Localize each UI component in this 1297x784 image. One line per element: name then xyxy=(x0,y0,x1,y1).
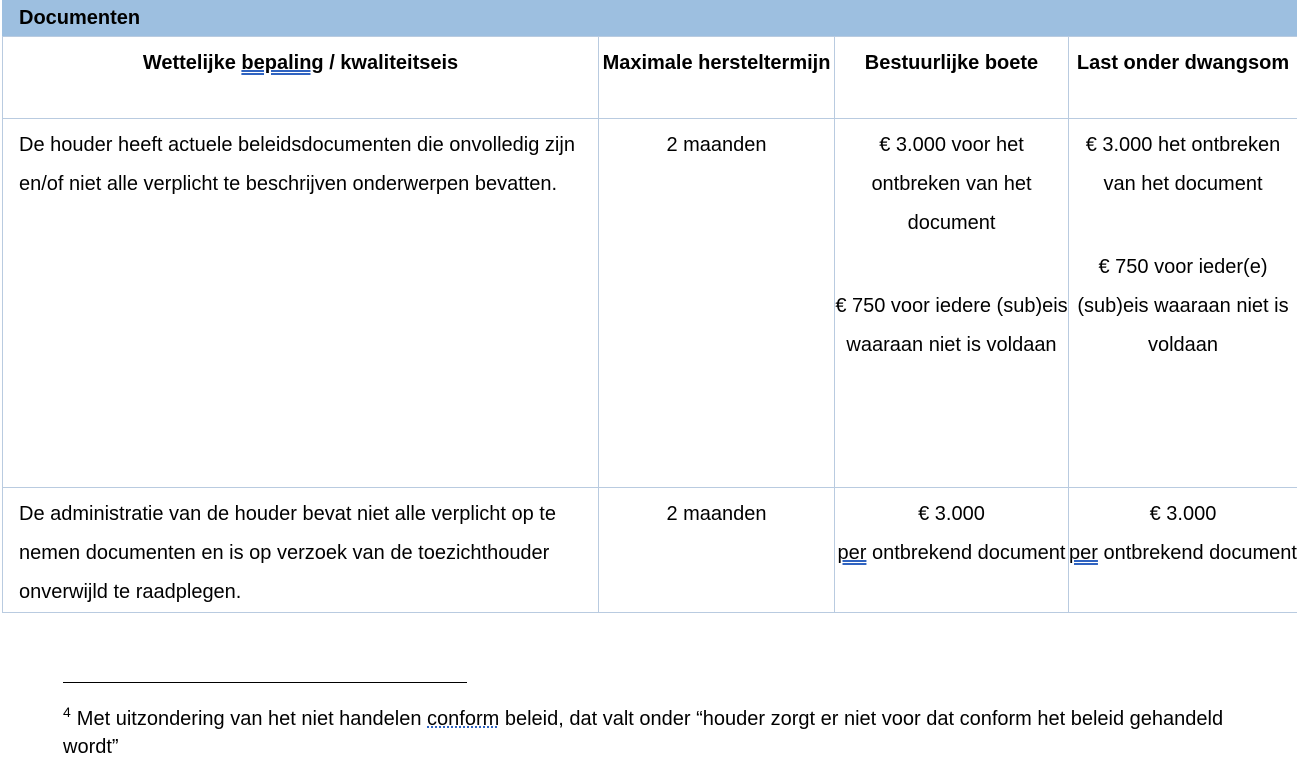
row-termijn: 2 maanden xyxy=(599,488,835,613)
dwangsom-document: € 3.000 het ontbreken van het document xyxy=(1085,134,1281,195)
footnote-marked-word: conform xyxy=(427,708,500,730)
section-header xyxy=(2,0,1297,37)
dwangsom-amount: € 3.000 xyxy=(1149,503,1217,525)
boete-subeis: € 750 voor iedere (sub)eis waaraan niet is voldaan xyxy=(835,295,1068,356)
table-row xyxy=(3,119,1297,488)
column-header-hersteltermijn: Maximale hersteltermijn xyxy=(599,37,835,119)
row-boete xyxy=(835,488,1069,613)
dwangsom-per-document: per ontbrekend document xyxy=(1069,542,1297,564)
boete-document: € 3.000 voor het ontbreken van het document xyxy=(871,134,1032,234)
row-dwangsom xyxy=(1069,488,1297,613)
column-header-boete: Bestuurlijke boete xyxy=(835,37,1069,119)
dwangsom-subeis: € 750 voor ieder(e) (sub)eis waaraan niet is voldaan xyxy=(1077,256,1289,356)
table-row xyxy=(3,488,1297,613)
row-boete xyxy=(835,119,1069,488)
section-title: Documenten xyxy=(19,7,141,29)
row-bepaling: De houder heeft actuele beleidsdocumenten die onvolledig zijn en/of niet alle verplicht te beschrijven onderwerpen bevatten. xyxy=(3,119,599,488)
boete-per-document: per ontbrekend document xyxy=(837,542,1066,564)
boete-amount: € 3.000 xyxy=(918,503,985,525)
row-termijn: 2 maanden xyxy=(599,119,835,488)
footnote-number: 4 xyxy=(63,704,71,720)
row-dwangsom xyxy=(1069,119,1297,488)
column-header-bepaling: Wettelijke bepaling / kwaliteitseis xyxy=(3,37,599,119)
sanction-table xyxy=(2,36,1297,613)
table-header-row xyxy=(3,37,1297,119)
row-bepaling: De administratie van de houder bevat niet alle verplicht op te nemen documenten en is op verzoek van de toezichthouder onverwijld te raadplegen. xyxy=(3,488,599,613)
footnote: $^4$ Met uitzondering van het niet handelen conform beleid, dat valt onder “houder zorgt er niet voor dat conform het beleid gehandeld wordt” xyxy=(63,704,1224,758)
column-header-dwangsom: Last onder dwangsom xyxy=(1069,37,1297,119)
footnote-separator xyxy=(63,682,467,683)
